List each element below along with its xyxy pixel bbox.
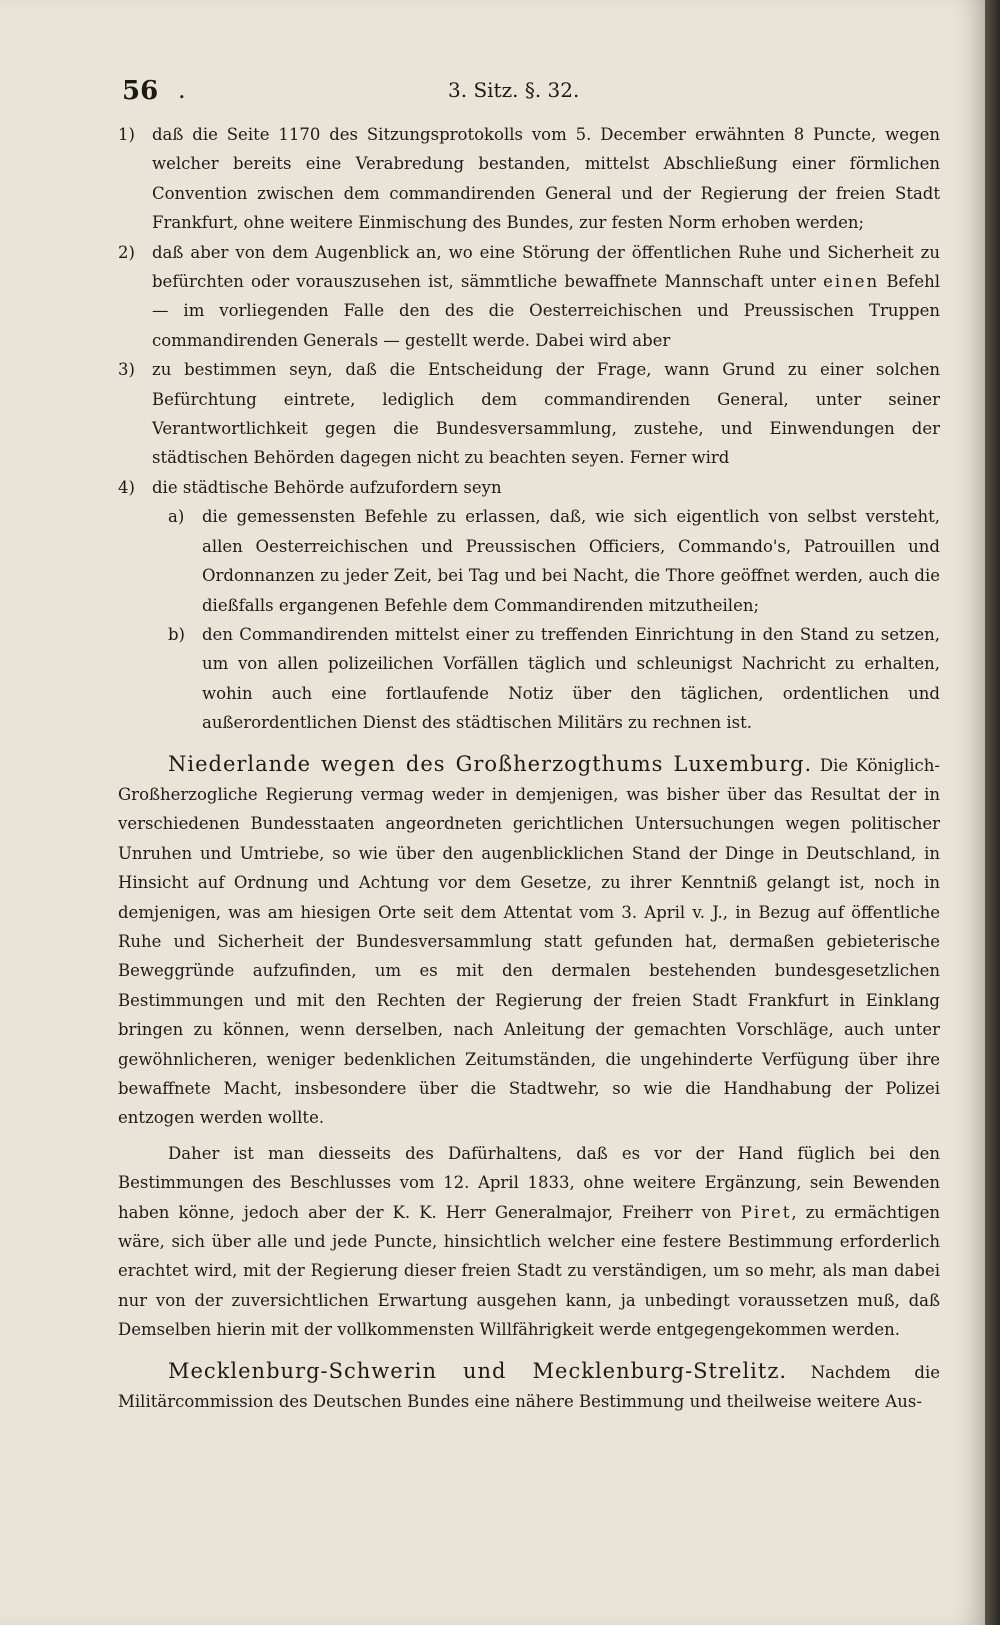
section-text: Die Königlich-Großherzogliche Regierung vermag weder in demjenigen, was bisher über das Resultat der in verschiedenen Bundesstaaten angeordneten gerichtlichen Untersuchungen wegen politischer Unruhen und Umtriebe, so wie über den augenblicklichen Stand der Dinge in Deutschland, in Hinsicht auf Ordnung und Achtung vor dem Gesetze, zu ihrer Kenntniß gelangt ist, noch in demjenigen, was am hiesigen Orte seit dem Attentat vom 3. April v. J., in Bezug auf öffentliche Ruhe und Sicherheit der Bundesversammlung statt gefunden hat, dermaßen gebieterische Beweggründe aufzufinden, um es mit den dermalen bestehenden bundesgesetzlichen Bestimmungen und mit den Rechten der Regierung der freien Stadt Frankfurt in Einklang bringen zu können, wenn derselben, nach Anleitung der gemachten Vorschläge, auch unter gewöhnlicheren, weniger bedenklichen Zeitumständen, die ungehinderte Verfügung über ihre bewaffnete Macht, insbesondere über die Stadtwehr, so wie die Handhabung der Polizei entzogen werden wollte. — [118, 755, 940, 1128]
paragraph — [118, 1139, 940, 1345]
header-dot: . — [178, 76, 186, 104]
section-heading: Mecklenburg-Schwerin und Mecklenburg-Strelitz. — [168, 1358, 788, 1383]
item-text: den Commandirenden mittelst einer zu treffenden Einrichtung in den Stand zu setzen, um von allen polizeilichen Vorfällen täglich und schleunigst Nachricht zu erhalten, wohin auch eine fortlaufende Notiz über den täglichen, ordentlichen und außerordentlichen Dienst des städtischen Militärs zu rechnen ist. — [202, 624, 940, 733]
body-text — [118, 120, 940, 1416]
item-text — [152, 238, 940, 356]
item-text-a: daß aber von dem Augenblick an, wo eine Störung der öffentlichen Ruhe und Sicherheit zu befürchten oder vorauszusehen ist, sämmtliche bewaffnete Mannschaft unter — [152, 242, 940, 292]
item-marker: 2) — [118, 242, 135, 262]
item-text: die städtische Behörde aufzufordern seyn — [152, 477, 502, 497]
item-text: die gemessensten Befehle zu erlassen, daß, wie sich eigentlich von selbst versteht, allen Oesterreichischen und Preussischen Officiers, Commando's, Patrouillen und Ordonnanzen zu jeder Zeit, bei Tag und bei Nacht, die Thore geöffnet werden, auch die dießfalls ergangenen Befehle dem Commandirenden mitzutheilen; — [202, 507, 940, 615]
list-item-4a — [168, 502, 940, 620]
running-head: 3. Sitz. §. 32. — [448, 78, 580, 102]
paragraph-text-a: Daher ist man diesseits des Dafürhaltens, daß es vor der Hand füglich bei den Bestimmungen des Beschlusses vom 12. April 1833, ohne weitere Ergänzung, sein Bewenden haben könne, jedoch aber der K. K. Herr Generalmajor, Freiherr von — [118, 1143, 940, 1222]
list-item-3 — [118, 355, 940, 473]
section-luxemburg — [118, 750, 940, 1133]
page-number: 56 — [122, 76, 159, 106]
item-marker: 3) — [118, 360, 135, 380]
page-edge-shadow — [985, 0, 1000, 1625]
section-heading: Niederlande wegen des Großherzogthums Luxemburg. — [168, 751, 813, 776]
item-text: zu bestimmen seyn, daß die Entscheidung der Frage, wann Grund zu einer solchen Befürchtung eintrete, lediglich dem commandirenden General, unter seiner Verantwortlichkeit gegen die Bundesversammlung, zustehe, und Einwendungen der städtischen Behörden dagegen nicht zu beachten seyen. Ferner wird — [152, 360, 940, 468]
person-name: Piret — [740, 1202, 792, 1222]
section-text: Nachdem die Militärcommission des Deutschen Bundes eine nähere Bestimmung und theilweise weitere Aus- — [118, 1362, 941, 1412]
list-item-2 — [118, 238, 940, 356]
paragraph-text-b: , zu ermächtigen wäre, sich über alle und jede Puncte, hinsichtlich welcher eine festere Bestimmung erforderlich erachtet wird, mit der Regierung dieser freien Stadt zu verständigen, um so mehr, als man dabei nur von der zuversichtlichen Erwartung ausgehen kann, ja unbedingt voraussetzen muß, daß Demselben hierin mit der vollkommensten Willfährigkeit werde entgegengekommen werden. — [118, 1202, 941, 1340]
section-mecklenburg — [118, 1357, 940, 1417]
list-item-1 — [118, 120, 940, 238]
item-marker: b) — [168, 624, 185, 644]
list-item-4 — [118, 473, 940, 502]
item-marker: 4) — [118, 477, 135, 497]
page-header — [118, 76, 927, 116]
item-marker: 1) — [118, 125, 135, 144]
item-text-b: Befehl — im vorliegenden Falle den des die Oesterreichischen und Preussischen Truppen commandirenden Generals — gestellt werde. Dabei wird aber — [152, 272, 940, 350]
item-text: daß die Seite 1170 des Sitzungsprotokolls vom 5. December erwähnten 8 Puncte, wegen welcher bereits eine Verabredung bestanden, mittelst Abschließung einer förmlichen Convention zwischen dem commandirenden General und der Regierung der freien Stadt Frankfurt, ohne weitere Einmischung des Bundes, zur festen Norm erhoben werden; — [152, 125, 940, 233]
item-marker: a) — [168, 507, 185, 527]
emphasis-word: einen — [823, 272, 880, 292]
list-item-4b — [168, 620, 940, 738]
